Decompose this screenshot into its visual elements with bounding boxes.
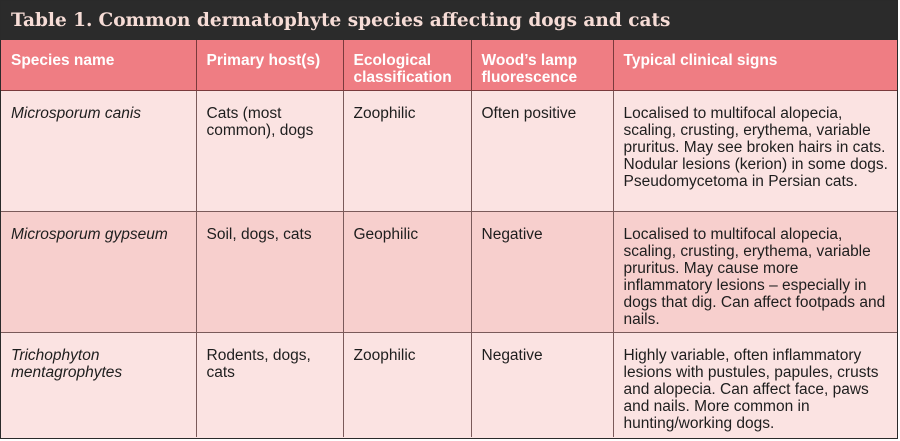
header-species-name: Species name	[1, 40, 196, 91]
cell-host: Rodents, dogs, cats	[196, 333, 343, 438]
table-caption: Common dermatophyte species affecting dogs and cats	[98, 10, 671, 31]
cell-signs: Localised to multifocal alopecia, scaling, crusting, erythema, variable pruritus. May cause more inflammatory lesions – especially in dogs that dig. Can affect footpads and nails.	[613, 212, 897, 333]
table-title	[1, 1, 897, 40]
cell-host: Soil, dogs, cats	[196, 212, 343, 333]
cell-signs: Highly variable, often inflammatory lesions with pustules, papules, crusts and alopecia. Can affect face, paws and nails. More common in hunting/working dogs.	[613, 333, 897, 438]
cell-fluorescence: Negative	[471, 212, 613, 333]
header-woods-lamp-fluorescence: Wood’s lamp fluorescence	[471, 40, 613, 91]
cell-fluorescence: Negative	[471, 333, 613, 438]
header-primary-hosts: Primary host(s)	[196, 40, 343, 91]
cell-species: Microsporum gypseum	[1, 212, 196, 333]
cell-species: Trichophyton mentagrophytes	[1, 333, 196, 438]
cell-classification: Zoophilic	[343, 91, 471, 212]
cell-fluorescence: Often positive	[471, 91, 613, 212]
cell-host: Cats (most common), dogs	[196, 91, 343, 212]
cell-classification: Geophilic	[343, 212, 471, 333]
table-number: Table 1.	[11, 10, 93, 31]
header-ecological-classification: Ecological classification	[343, 40, 471, 91]
table-row	[1, 91, 897, 212]
table-row	[1, 212, 897, 333]
cell-signs: Localised to multifocal alopecia, scaling, crusting, erythema, variable pruritus. May see broken hairs in cats. Nodular lesions (kerion) in some dogs. Pseudomycetoma in Persian cats.	[613, 91, 897, 212]
header-row	[1, 40, 897, 91]
cell-classification: Zoophilic	[343, 333, 471, 438]
dermatophyte-table	[1, 40, 897, 437]
cell-species: Microsporum canis	[1, 91, 196, 212]
table-row	[1, 333, 897, 438]
header-clinical-signs: Typical clinical signs	[613, 40, 897, 91]
